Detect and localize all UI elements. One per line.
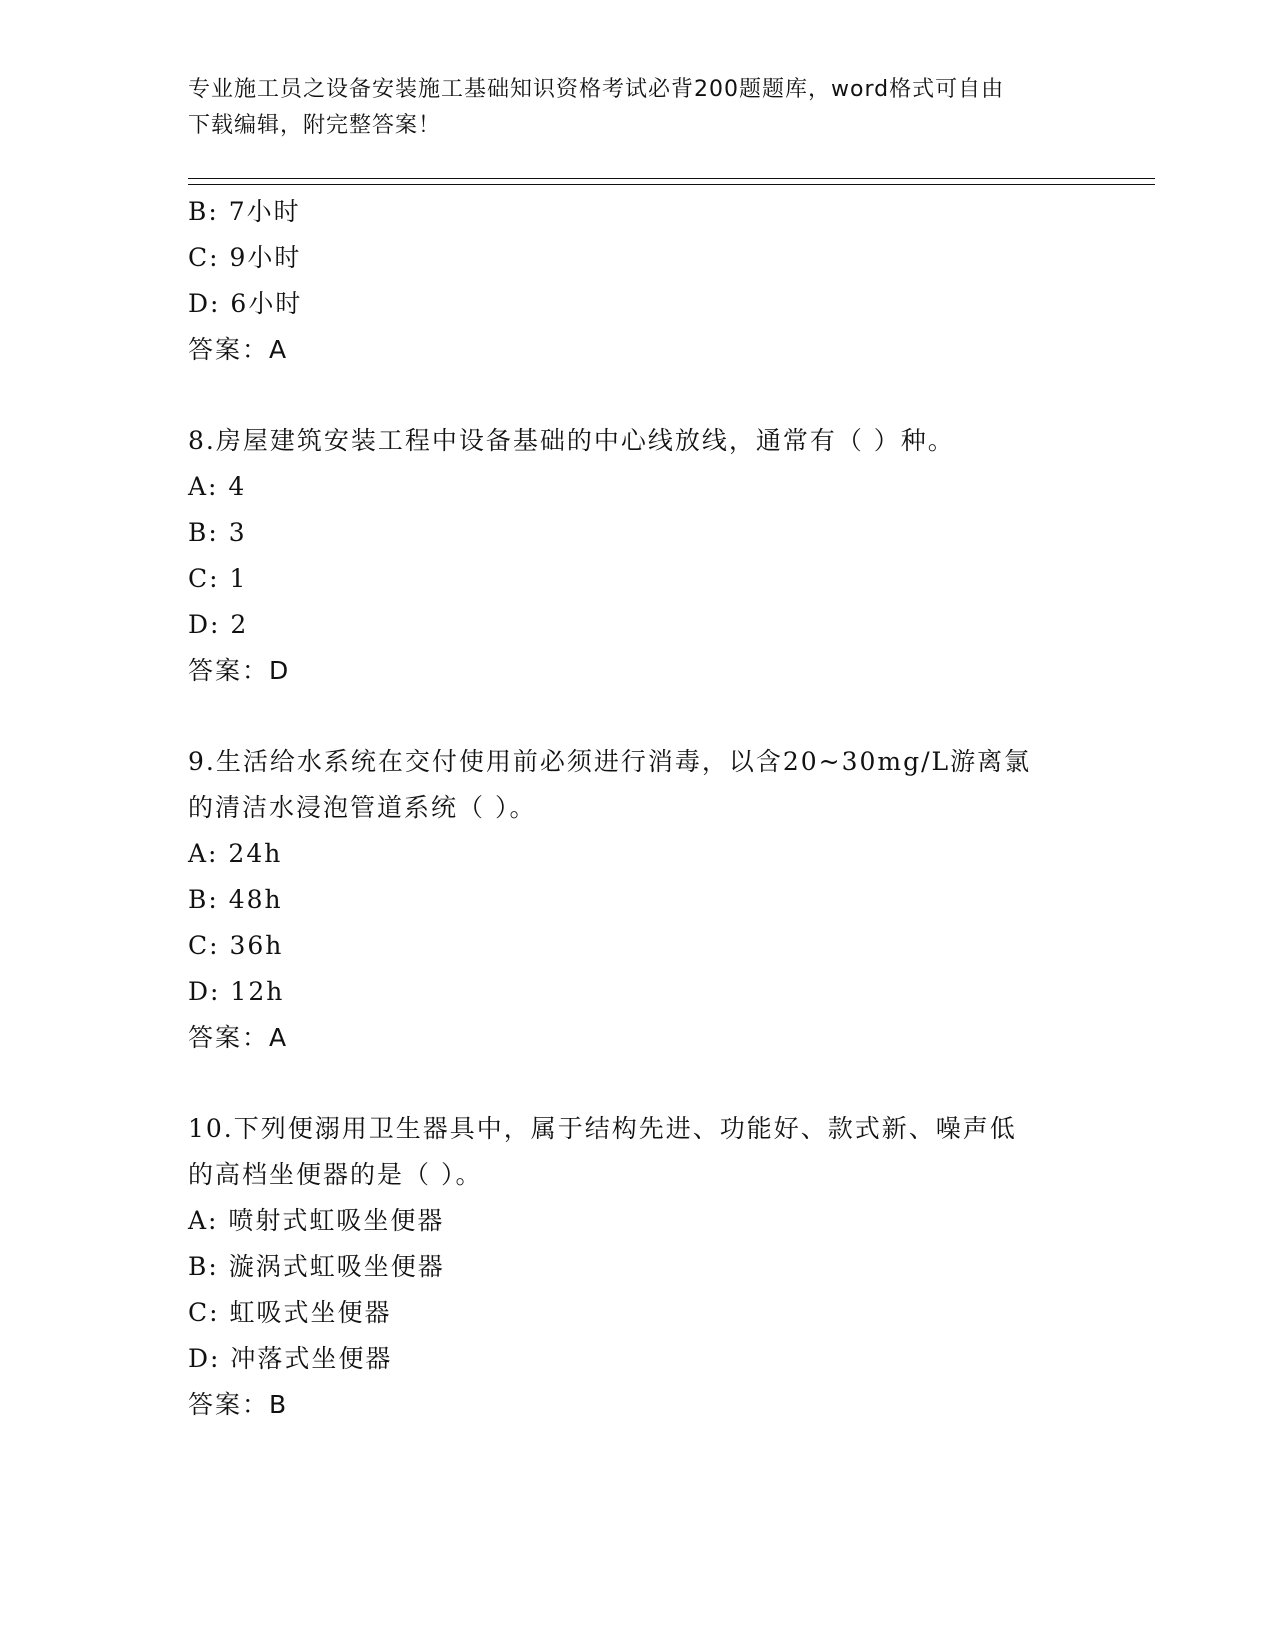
option-d: D: 12h xyxy=(188,977,285,1006)
option-a: A: 4 xyxy=(188,472,247,501)
document-header xyxy=(188,72,1068,144)
option-b: B: 漩涡式虹吸坐便器 xyxy=(188,1252,445,1281)
option-c: C: 虹吸式坐便器 xyxy=(188,1298,392,1327)
question-text: 8.房屋建筑安装工程中设备基础的中心线放线，通常有（ ）种。 xyxy=(188,426,955,455)
question-text-line-2: 的高档坐便器的是（ ）。 xyxy=(188,1160,483,1189)
header-divider-bottom xyxy=(188,184,1155,185)
header-title-line-2: 下载编辑，附完整答案！ xyxy=(188,113,442,138)
option-d: D: 冲落式坐便器 xyxy=(188,1344,393,1373)
option-b: B: 3 xyxy=(188,518,247,547)
question-7-tail xyxy=(188,189,1088,373)
question-text-line-1: 10.下列便溺用卫生器具中，属于结构先进、功能好、款式新、噪声低 xyxy=(188,1114,1017,1143)
option-d: D: 6小时 xyxy=(188,289,303,318)
question-text-line-2: 的清洁水浸泡管道系统（ ）。 xyxy=(188,793,537,822)
option-c: C: 9小时 xyxy=(188,243,302,272)
question-9 xyxy=(188,739,1088,1061)
question-10 xyxy=(188,1106,1088,1428)
option-b: B: 7小时 xyxy=(188,197,301,226)
question-list xyxy=(188,189,1088,1428)
option-c: C: 36h xyxy=(188,931,284,960)
answer-line: 答案：A xyxy=(188,335,289,364)
answer-line: 答案：D xyxy=(188,656,291,685)
option-a: A: 24h xyxy=(188,839,283,868)
option-d: D: 2 xyxy=(188,610,249,639)
answer-line: 答案：B xyxy=(188,1390,289,1419)
option-b: B: 48h xyxy=(188,885,283,914)
header-title-line-1: 专业施工员之设备安装施工基础知识资格考试必背200题题库，word格式可自由 xyxy=(188,77,1005,102)
option-c: C: 1 xyxy=(188,564,248,593)
question-text-line-1: 9.生活给水系统在交付使用前必须进行消毒，以含20~30mg/L游离氯 xyxy=(188,747,1032,776)
option-a: A: 喷射式虹吸坐便器 xyxy=(188,1206,445,1235)
question-8 xyxy=(188,418,1088,694)
answer-line: 答案：A xyxy=(188,1023,289,1052)
header-divider-top xyxy=(188,178,1155,179)
